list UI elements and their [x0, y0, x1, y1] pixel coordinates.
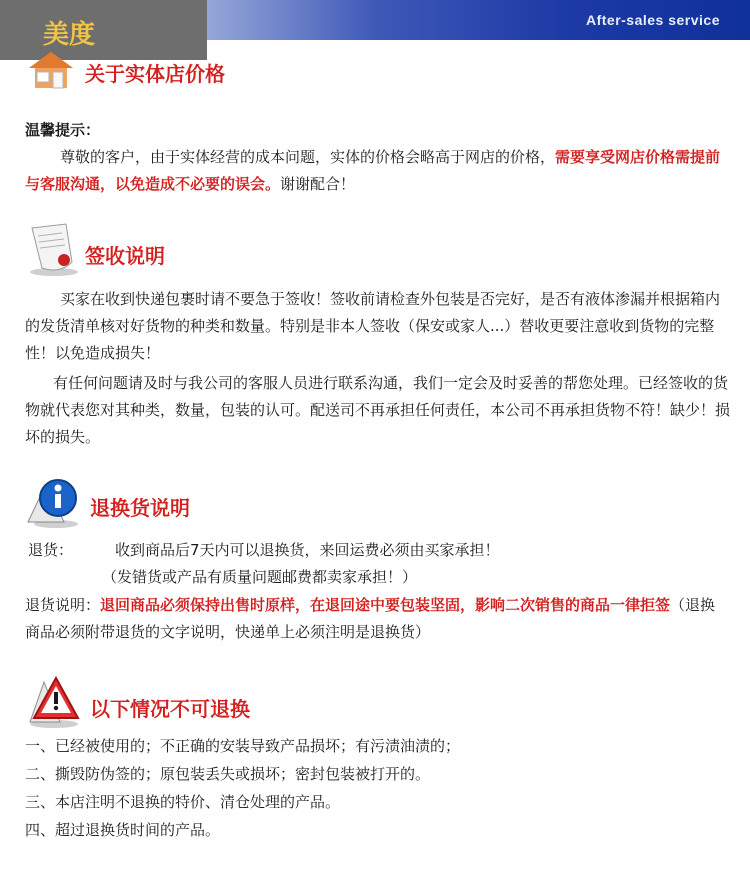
- section-title-no-return: 以下情况不可退换: [90, 697, 250, 721]
- no-return-item: 三、本店注明不退换的特价、清仓处理的产品。: [25, 793, 341, 811]
- info-icon: [22, 474, 82, 530]
- notice-label: 温馨提示：: [25, 121, 101, 139]
- returns-policy-note: （退换商品必须附带退货的文字说明，快递单上必须注明是退换货）: [25, 596, 716, 641]
- notice-text: 尊敬的客户，由于实体经营的成本问题，实体的价格会略高于网店的价格，: [60, 148, 556, 166]
- no-return-item: 一、已经被使用的；不正确的安装导致产品损坏；有污渍油渍的；: [25, 737, 461, 755]
- notice-body: [25, 144, 730, 198]
- document-icon: [22, 222, 82, 278]
- warning-icon: [22, 672, 82, 730]
- returns-policy-warning: 退回商品必须保持出售时原样，在退回途中要包装坚固，影响二次销售的商品一律拒签: [100, 596, 671, 614]
- no-return-item: 四、超过退换货时间的产品。: [25, 821, 221, 839]
- notice-warning: 需要享受网店价格需提前与客服沟通，以免造成不必要的误会。: [25, 148, 721, 193]
- notice-thanks: 谢谢配合！: [280, 175, 356, 193]
- header-tagline: After-sales service: [585, 12, 720, 28]
- brand-name: 美度: [43, 20, 96, 50]
- returns-text: 收到商品后7天内可以退换货，来回运费必须由买家承担！: [115, 541, 500, 559]
- section-title-returns: 退换货说明: [90, 496, 190, 520]
- returns-policy: [25, 592, 730, 646]
- signing-paragraph-1: 买家在收到快递包裹时请不要急于签收！签收前请检查外包装是否完好，是否有液体渗漏并根据箱内的发货清单核对好货物的种类和数量。特别是非本人签收（保安或家人...）替收更要注意收到货物的完整性！以免造成损失！: [25, 290, 721, 362]
- section-title-store-price: 关于实体店价格: [85, 62, 225, 86]
- returns-label: 退货：: [28, 541, 74, 559]
- no-return-item: 二、撕毁防伪签的；原包装丢失或损坏；密封包装被打开的。: [25, 765, 431, 783]
- returns-note: （发错货或产品有质量问题邮费都卖家承担！）: [102, 568, 418, 586]
- returns-policy-label: 退货说明：: [25, 596, 101, 614]
- store-price-notice: [25, 117, 730, 198]
- house-icon: [25, 48, 77, 94]
- signing-paragraph-2: 有任何问题请及时与我公司的客服人员进行联系沟通，我们一定会及时妥善的帮您处理。已经签收的货物就代表您对其种类，数量，包装的认可。配送司不再承担任何责任，本公司不再承担货物不符！缺少！损坏的损失。: [25, 374, 731, 446]
- section-title-signing: 签收说明: [85, 244, 165, 268]
